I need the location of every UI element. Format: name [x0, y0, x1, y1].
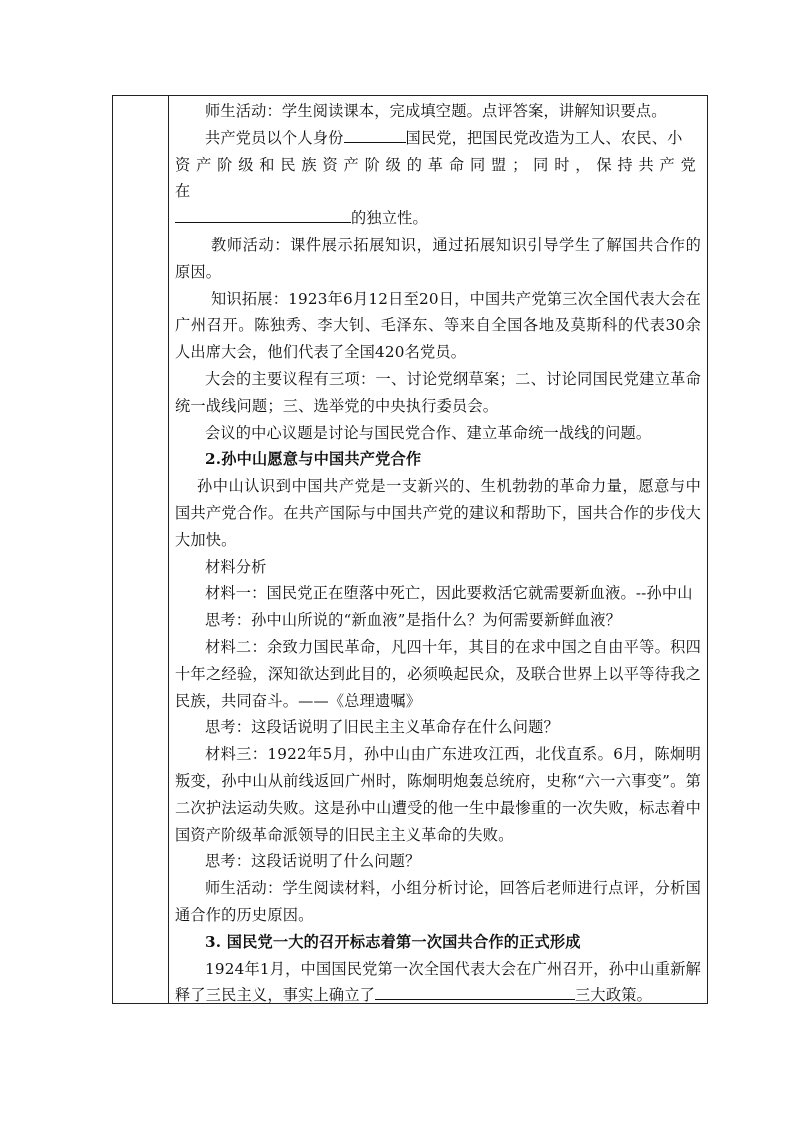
- paragraph: 大会的主要议程有三项：一、讨论党纲草案；二、讨论同国民党建立革命统一战线问题；三、选举党的中央执行委员会。: [175, 369, 701, 415]
- blank-line[interactable]: [344, 128, 406, 143]
- blank-line[interactable]: [175, 208, 351, 223]
- lesson-table: [112, 95, 708, 1004]
- paragraph: 师生活动：学生阅读课本，完成填空题。点评答案，讲解知识要点。: [205, 102, 667, 120]
- left-column-cell: [113, 96, 169, 1003]
- paragraph: 材料三：1922年5月，孙中山由广东进攻江西，北伐直系。6月，陈炯明叛变，孙中山从前线返回广州时，陈炯明炮轰总统府，史称“六一六事变”。第二次护法运动失败。这是孙中山遭受的他一生中最惨重的一次失败，标志着中国资产阶级革命派领导的旧民主主义革命的失败。: [175, 745, 701, 844]
- section-heading: 2.孙中山愿意与中国共产党合作: [205, 450, 422, 469]
- paragraph: 思考：孙中山所说的“新血液”是指什么？为何需要新鲜血液？: [205, 611, 622, 630]
- blank-line[interactable]: [375, 985, 575, 1000]
- text-fragment: 国民党，把国民党改造为工人、农民、小: [405, 128, 683, 147]
- paragraph: 孙中山认识到中国共产党是一支新兴的、生机勃勃的革命力量，愿意与中国共产党合作。在共产国际与中国共产党的建议和帮助下，国共合作的步伐大大加快。: [175, 477, 701, 549]
- paragraph: 材料分析: [205, 557, 267, 576]
- fill-blank-paragraph: [175, 125, 701, 152]
- paragraph: 会议的中心议题是讨论与国民党合作、建立革命统一战线的问题。: [205, 423, 652, 442]
- text-fragment: 共产党员以个人身份: [205, 128, 344, 147]
- paragraph: 材料二：余致力国民革命，凡四十年，其目的在求中国之自由平等。积四十年之经验，深知欲达到此目的，必须唤起民众，及联合世界上以平等待我之民族，共同奋斗。——《总理遗嘱》: [175, 637, 701, 710]
- paragraph-line: [175, 205, 701, 232]
- paragraph: 知识拓展：1923年6月12日至20日，中国共产党第三次全国代表大会在广州召开。陈独秀、李大钊、毛泽东、等来自全国各地及莫斯科的代表30余人出席大会，他们代表了全国420名党员。: [175, 289, 701, 362]
- section-heading: 3. 国民党一大的召开标志着第一次国共合作的正式形成: [205, 932, 581, 951]
- text-fragment: 三大政策。: [575, 986, 652, 1005]
- paragraph: 师生活动：学生阅读材料，小组分析讨论，回答后老师进行点评，分析国通合作的历史原因。: [175, 879, 701, 924]
- paragraph: 思考：这段话说明了旧民主主义革命存在什么问题？: [205, 718, 559, 737]
- fill-blank-paragraph: [175, 956, 701, 1010]
- text-fragment: 的独立性。: [351, 209, 428, 228]
- text-fragment: 1924年1月，中国国民党第一次全国代表大会在广州召开，孙中山重新解释了三民主义，事实上确立了: [175, 959, 701, 1005]
- paragraph: 材料一：国民党正在堕落中死亡，因此要救活它就需要新血液。--孙中山: [205, 584, 693, 603]
- paragraph-line: 资产阶级和民族资产阶级的革命同盟；同时，保持共产党在: [175, 155, 701, 201]
- paragraph: 思考：这段话说明了什么问题？: [205, 852, 421, 871]
- content-cell: [169, 96, 707, 1003]
- paragraph: 教师活动：课件展示拓展知识，通过拓展知识引导学生了解国共合作的原因。: [175, 235, 701, 281]
